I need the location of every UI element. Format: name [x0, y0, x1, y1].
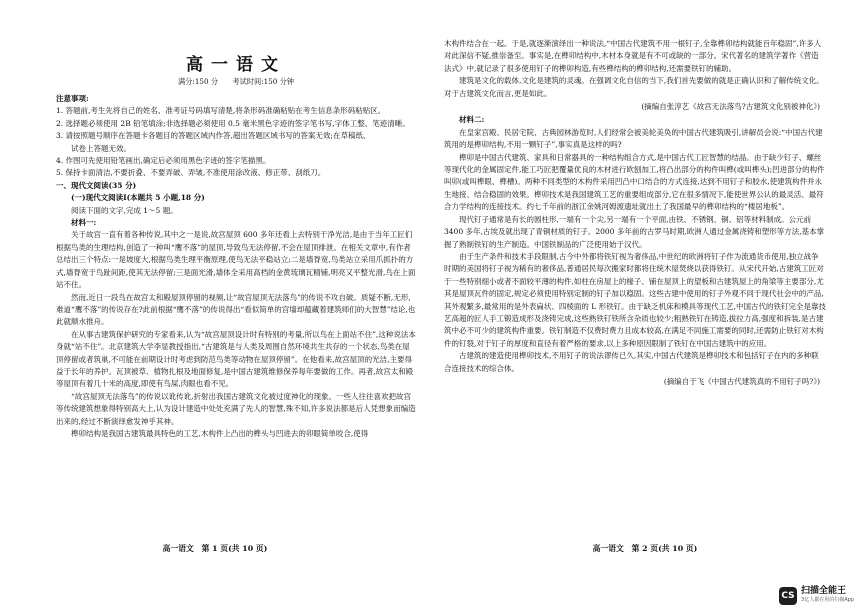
note-item: 试卷上答题无效。	[71, 143, 131, 153]
camscanner-logo-icon: CS	[779, 587, 797, 605]
subsection-heading: (一)现代文阅读Ⅰ(本题共 5 小题,18 分)	[71, 193, 205, 203]
exam-page-2	[430, 0, 860, 609]
scanner-watermark	[779, 587, 854, 605]
scanner-text	[801, 587, 854, 605]
note-item: 3. 请按照题号顺序在答题卡各题目的答题区域内作答,超出答题区域书写的答案无效;在草稿纸、	[56, 131, 371, 141]
paragraph: 古建筑的建造使用榫卯技术,不用钉子的说法谬传已久,其实,中国古代建筑是榫卯技术和包括钉子在内的多种联合连接技术的综合体。	[444, 351, 819, 373]
notes-heading: 注意事项:	[56, 94, 89, 103]
exam-title: 高一语文	[186, 55, 286, 75]
page-footer: 高一语文 第 1 页(共 10 页)	[162, 544, 268, 553]
note-item: 5. 保持卡面清洁,不要折叠、不要弄破、弄皱,不准使用涂改液、修正带、刮纸刀。	[56, 168, 326, 178]
paragraph: “故宫屋顶无法落鸟”的传说以讹传讹,折射出我国古建筑文化被过度神化的现象。一些人往往喜欢把故宫等传统建筑想象得特别高大上,认为设计建造中处处充满了先人的智慧,殊不知,许多说法都是后人凭想象而编造出来的,经过不断演绎愈发神乎其神。	[56, 391, 416, 426]
paragraph: 然而,近日一段鸟在故宫太和殿屋顶停留的视频,让“故宫屋顶无法落鸟”的传说不攻自破。质疑不断,无形,难道“鹰不落”的传说存在?此前根据“鹰不落”的传说得出“看似简单的宫墙却蕴藏着建筑师们的大智慧”结论,也此就顺水推舟。	[56, 292, 416, 327]
paragraph: 建筑是文化的载体,文化是建筑的灵魂。在强调文化自信的当下,我们首先要做的就是正确认识和了解传统文化。对于古建筑文化而言,更是如此。	[444, 76, 824, 98]
paragraph: 由于生产条件和技术手段限制,古今中外都将铁钉视为奢侈品,中世纪的欧洲将钉子作为流通货币使用,独立战争时期的美国将钉子视为稀有的奢侈品,普通居民每次搬家时都将住统木屋焚烧以获得铁钉。从宋代开始,古建筑工匠对于一些特别细小或者不面较平薄的构件,如柱在房屋上的椽子、铺在屋顶上的望板和古建筑屋上的角梁等主要部分,尤其是屋顶瓦件的固定,规定必须使用特别定制的钉子加以稳固。这些古建中使用的钉子外观不同于现代社会中的产品,其外观繁多,最常用的是外表扁状、四棱面的 L 形铁钉。由于缺乏机床和模具等现代工艺,中国古代的铁钉完全是靠技艺高超的匠人手工锻造成形及浇铸完成,这些熟铁钉铁所含杂质也较少;粗熟铁钉在铸造,拔拉力高,强度和拆装,是古建筑中必不可少的建筑构件重要。铁钉制造不仅费时费力且成本较高,在满足不同施工需要的同时,还需防止铁钉对木构件的钉裂,对于钉子的厚度和直径有着严格的要求,以上多种原因限制了铁钉在中国古建筑中的应用。	[444, 251, 827, 348]
source-citation: (摘编自于飞《中国古代建筑真的不用钉子吗?》)	[663, 376, 820, 386]
note-item: 4. 作图可先使用铅笔画出,确定后必须用黑色字迹的签字笔描黑。	[56, 156, 271, 166]
note-item: 2. 选择题必须使用 2B 铅笔填涂;非选择题必须使用 0.5 毫米黑色字迹的签字笔书写,字体工整、笔迹清晰。	[56, 118, 410, 128]
page-footer: 高一语文 第 2 页(共 10 页)	[592, 544, 698, 553]
reading-instruction: 阅读下面的文字,完成 1～5 题。	[71, 205, 178, 215]
section-heading: 一、现代文阅读(35 分)	[56, 180, 137, 190]
paragraph: 榫卯是中国古代建筑、家具和日常器具的一种结构组合方式,是中国古代工匠智慧的结晶。由于缺少钉子、螺丝等现代化的金属固定件,能工巧匠把覆量优良的木材进行欧刨加工,将凸出部分的构件叫榫(或叫榫头);凹进部分的构件叫卯(或叫榫眼、榫槽)。两种不同类型的木构件采用凹凸中口结合的方式连接,达到不用钉子和胶水,使建筑构件并永生地接、结合稳固的效果。榫卯技术是我国建筑工艺的重要组成部分,它在很多情况下,能使世界公认的最灵活、最符合力学结构的连接技术。约七千年前的浙江余姚河姆渡遗址就出土了我国最早的榫卯结构的“楼居地板”。	[444, 152, 825, 212]
exam-subtitle: 满分:150 分 考试时间:150 分钟	[178, 77, 294, 86]
source-citation: (摘编自张淳艺《故宫无法落鸟?古建筑文化别被神化》)	[641, 102, 820, 112]
paragraph: 在皇家宫殿、民居宅院、古典园林游览时,人们经常会被美轮美奂的中国古代建筑吸引,讲解员会说:“中国古代建筑用的是榫卯结构,不用一颗钉子”,事实真是这样的吗?	[444, 127, 823, 150]
material-label: 材料一:	[71, 218, 97, 228]
paragraph: 榫卯结构是我国古建筑最具特色的工艺,木构件上凸出的榫头与凹进去的卯眼简单咬合,使得	[71, 428, 369, 438]
paragraph: 关于故宫一直有着各种传说,其中之一是说,故宫屋顶 600 多年还看上去特别干净光洁,是由于当年工匠们根据鸟类的生理结构,创造了一种叫“鹰不落”的屋顶,导致鸟无法停留,不会在屋顶排泄。在相关文章中,有作者总结出三个特点:一是坡度大,根据鸟类生理平衡原理,使鸟无法平稳站立;二是墙脊宽,鸟类站立采用爪抓扑的方式,墙脊宽于鸟趾间距,使其无法停留;三是面光滑,墙体全采用高档的金黄琉璃瓦精铺,明亮又平整光滑,鸟在上面站不住。	[56, 230, 416, 290]
material-label: 材料二:	[459, 115, 485, 125]
note-item: 1. 答题前,考生先将自己的姓名、准考证号码填写清楚,将条形码准确粘贴在考生信息条形码粘贴区。	[56, 106, 386, 116]
paragraph: 在从事古建筑保护研究的专家看来,认为“故宫屋顶设计时有特别的考量,所以鸟在上面站不住”,这种说法本身就“站不住”。北京建筑大学李显教授指出,“古建筑是与人类及周围自然环境共生共存的一个状态,鸟类在屋顶停留或者筑巢,不可能在前期设计时考虑到防范鸟类等动物在屋顶停留”。在他看来,故宫屋顶的光洁,主要得益于长年的养护。瓦顶被草、植物扎根及地面修复,是中国古建筑维修保养每年要做的工作。再者,故宫太和殿等屋顶有着几十米的高度,即使有鸟屎,肉眼也看不见。	[56, 329, 416, 389]
scanner-tagline: 3亿人都在用的扫描App	[801, 597, 854, 603]
paragraph: 木构件结合在一起。于是,就逐渐演绎出一种说法,“中国古代建筑不用一根钉子,全靠榫卯结构就能百年稳固”,许多人对此深信不疑,推崇备至。事实是,在榫卯结构中,木材本身就是有不可或缺的一部分。宋代著名的建筑学著作《营造法式》中,就记录了很多使用钉子的榫卯构造,有些榫结构的榫卯结构,还需要铁钉的辅助。	[444, 39, 822, 73]
scanner-app-name: 扫描全能王	[801, 586, 847, 596]
paragraph: 现代钉子通常是有长的圆柱形,一端有一个尖,另一端有一个平面,由铁、不锈钢、铜、铝等材料制成。公元前 3400 多年,古埃及就出现了青铜材质的钉子。2000 多年前的古罗马时期,欧洲人通过金属浇铸和塑形等方法,基本掌握了熟制铁钉的生产制造。中国铁制品的广泛使用始于汉代。	[444, 214, 825, 249]
